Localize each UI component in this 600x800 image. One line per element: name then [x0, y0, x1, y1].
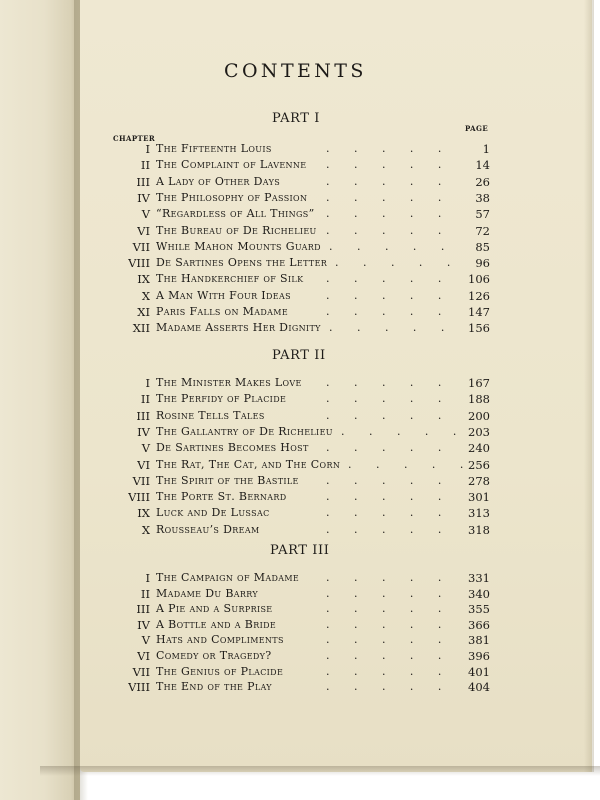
toc-entry: [106, 601, 490, 617]
contents-title: CONTENTS: [224, 60, 367, 82]
dot-leader: . . . . .: [326, 602, 442, 616]
dot-leader: . . . . .: [326, 223, 442, 237]
chapter-number: VI: [137, 649, 150, 663]
chapter-title: The Minister Makes Love: [156, 376, 302, 389]
chapter-number: X: [141, 522, 150, 537]
page-number: 340: [468, 586, 490, 601]
chapter-number: II: [140, 158, 150, 173]
dot-leader: . . . . .: [326, 522, 442, 536]
dot-leader: . . . . .: [335, 256, 451, 270]
dot-leader: . . . . .: [326, 680, 442, 694]
chapter-title: While Mahon Mounts Guard: [156, 239, 321, 253]
dot-leader: . . . . .: [329, 321, 445, 335]
dot-leader: . . . . .: [341, 424, 457, 438]
page-number: 404: [468, 680, 490, 695]
chapter-title: Paris Falls on Madame: [156, 305, 289, 318]
page-number: 85: [475, 239, 490, 254]
chapter-number: III: [136, 408, 150, 423]
chapter-number: II: [140, 586, 150, 601]
page-number: 381: [468, 633, 490, 648]
chapter-title: Luck and De Lussac: [156, 506, 270, 520]
page-number: 14: [475, 158, 490, 173]
chapter-title: Rosine Tells Tales: [156, 408, 265, 422]
dot-leader: . . . . .: [326, 288, 442, 302]
toc-entry: [106, 288, 490, 304]
page-number: 256: [468, 457, 490, 472]
chapter-number: XII: [132, 321, 150, 336]
page-number: 167: [468, 376, 490, 390]
dot-leader: . . . . .: [348, 457, 464, 471]
dot-leader: . . . . .: [326, 142, 442, 155]
chapter-number: I: [145, 376, 150, 390]
chapter-title: A Pie and a Surprise: [156, 602, 273, 616]
page-number: 38: [475, 190, 490, 205]
dot-leader: . . . . .: [326, 473, 442, 487]
chapter-title: The Fifteenth Louis: [156, 142, 272, 155]
chapter-title: Rousseau’s Dream: [156, 522, 260, 536]
dot-leader: . . . . .: [326, 617, 442, 631]
chapter-number: VIII: [128, 490, 150, 505]
chapter-title: Comedy or Tragedy?: [156, 649, 272, 662]
toc-entry: [106, 375, 490, 391]
page-number: 126: [468, 288, 490, 303]
chapter-title: The Bureau of De Richelieu: [156, 223, 317, 237]
chapter-title: The Spirit of the Bastile: [156, 473, 299, 487]
dot-leader: . . . . .: [326, 376, 442, 389]
toc-entry: [106, 239, 490, 255]
toc-entry: [106, 648, 490, 664]
chapter-title: The Porte St. Bernard: [156, 490, 287, 504]
chapter-title: “Regardless of All Things”: [156, 207, 315, 221]
page-number: 147: [468, 305, 490, 319]
page-number: 1: [482, 142, 490, 156]
chapter-title: De Sartines Opens the Letter: [156, 256, 328, 270]
chapter-number: III: [136, 602, 150, 617]
chapter-number: IX: [137, 272, 150, 287]
toc-entry: [106, 679, 490, 695]
bottom-shadow: [40, 766, 600, 776]
toc-entry: [106, 174, 490, 190]
page-number: 301: [468, 490, 490, 505]
page-number: 57: [475, 207, 490, 222]
toc-entry: [106, 408, 490, 424]
toc-entry: [106, 586, 490, 602]
toc-entry: [106, 505, 490, 521]
dot-leader: . . . . .: [326, 506, 442, 520]
chapter-number: VIII: [128, 256, 150, 271]
dot-leader: . . . . .: [326, 305, 442, 318]
page-number: 401: [468, 664, 490, 679]
chapter-title: De Sartines Becomes Host: [156, 441, 309, 455]
toc-entry: [106, 255, 490, 271]
part-heading: PART III: [270, 543, 330, 558]
toc-entry: [106, 664, 490, 680]
page-number: 278: [468, 473, 490, 488]
toc-entry: [106, 141, 490, 157]
right-page-edge: [584, 0, 594, 772]
dot-leader: . . . . .: [326, 633, 442, 647]
dot-leader: . . . . .: [326, 408, 442, 422]
chapter-number: XI: [137, 305, 150, 319]
dot-leader: . . . . .: [329, 239, 445, 253]
dot-leader: . . . . .: [326, 272, 442, 286]
dot-leader: . . . . .: [326, 190, 442, 204]
part-heading: PART I: [272, 111, 321, 126]
chapter-number: VII: [132, 664, 150, 679]
page-number: 331: [468, 571, 490, 585]
chapter-number: V: [141, 633, 150, 648]
toc-entry: [106, 304, 490, 320]
part-heading: PART II: [272, 348, 326, 363]
chapter-number: I: [145, 142, 150, 156]
chapter-title: The Genius of Placide: [156, 664, 284, 678]
chapter-number: X: [141, 288, 150, 303]
chapter-title: The Gallantry of De Richelieu: [156, 424, 333, 438]
chapter-number: VII: [132, 239, 150, 254]
toc-entry: [106, 489, 490, 505]
chapter-title: A Lady of Other Days: [156, 174, 281, 188]
chapter-title: The Campaign of Madame: [156, 571, 300, 584]
toc-entry: [106, 157, 490, 173]
chapter-number: IV: [137, 190, 150, 205]
page-number: 203: [468, 424, 490, 439]
chapter-number: VI: [137, 223, 150, 238]
chapter-number: V: [141, 207, 150, 222]
page-number: 156: [468, 321, 490, 336]
chapter-title: The Perfidy of Placide: [156, 392, 287, 406]
dot-leader: . . . . .: [326, 664, 442, 678]
chapter-title: The Philosophy of Passion: [156, 190, 308, 204]
chapter-number: IV: [137, 617, 150, 632]
chapter-number: IV: [137, 424, 150, 439]
dot-leader: . . . . .: [326, 649, 442, 662]
chapter-number: II: [140, 392, 150, 407]
dot-leader: . . . . .: [326, 392, 442, 406]
toc-entry: [106, 206, 490, 222]
chapter-number: V: [141, 441, 150, 456]
toc-entry: [106, 457, 490, 473]
page-number: 26: [475, 174, 490, 189]
chapter-title: The End of the Play: [156, 680, 272, 694]
page-number: 188: [468, 392, 490, 407]
toc-entry: [106, 271, 490, 287]
toc-entry: [106, 190, 490, 206]
chapter-title: Hats and Compliments: [156, 633, 284, 647]
chapter-number: VI: [137, 457, 150, 472]
dot-leader: . . . . .: [326, 207, 442, 221]
chapter-number: I: [145, 571, 150, 585]
page-number: 106: [468, 272, 490, 287]
toc-entry: [106, 223, 490, 239]
chapter-column-label: CHAPTER: [113, 134, 156, 143]
chapter-title: The Complaint of Lavenne: [156, 158, 307, 172]
page-number: 240: [468, 441, 490, 456]
toc-entry: [106, 570, 490, 586]
left-page-edge: [0, 0, 80, 800]
dot-leader: . . . . .: [326, 441, 442, 455]
page-number: 366: [468, 617, 490, 632]
chapter-title: Madame Du Barry: [156, 586, 259, 600]
page-number: 200: [468, 408, 490, 423]
page-number: 396: [468, 649, 490, 663]
dot-leader: . . . . .: [326, 174, 442, 188]
toc-entry: [106, 320, 490, 336]
dot-leader: . . . . .: [326, 490, 442, 504]
dot-leader: . . . . .: [326, 571, 442, 584]
chapter-title: A Man With Four Ideas: [156, 288, 291, 302]
toc-entry: [106, 424, 490, 440]
chapter-title: The Rat, The Cat, and The Corn: [156, 457, 341, 471]
toc-entry: [106, 473, 490, 489]
chapter-title: Madame Asserts Her Dignity: [156, 321, 321, 335]
dot-leader: . . . . .: [326, 586, 442, 600]
page-number: 318: [468, 522, 490, 537]
chapter-number: III: [136, 174, 150, 189]
page-number: 313: [468, 506, 490, 521]
chapter-number: VIII: [128, 680, 150, 695]
chapter-title: The Handkerchief of Silk: [156, 272, 304, 286]
page-column-label: PAGE: [465, 124, 489, 133]
toc-entry: [106, 522, 490, 538]
chapter-number: VII: [132, 473, 150, 488]
page-number: 355: [468, 602, 490, 617]
chapter-number: IX: [137, 506, 150, 521]
dot-leader: . . . . .: [326, 158, 442, 172]
page-number: 72: [475, 223, 490, 238]
page-number: 96: [475, 256, 490, 271]
chapter-title: A Bottle and a Bride: [156, 617, 277, 631]
toc-entry: [106, 440, 490, 456]
toc-entry: [106, 617, 490, 633]
toc-entry: [106, 391, 490, 407]
toc-entry: [106, 632, 490, 648]
